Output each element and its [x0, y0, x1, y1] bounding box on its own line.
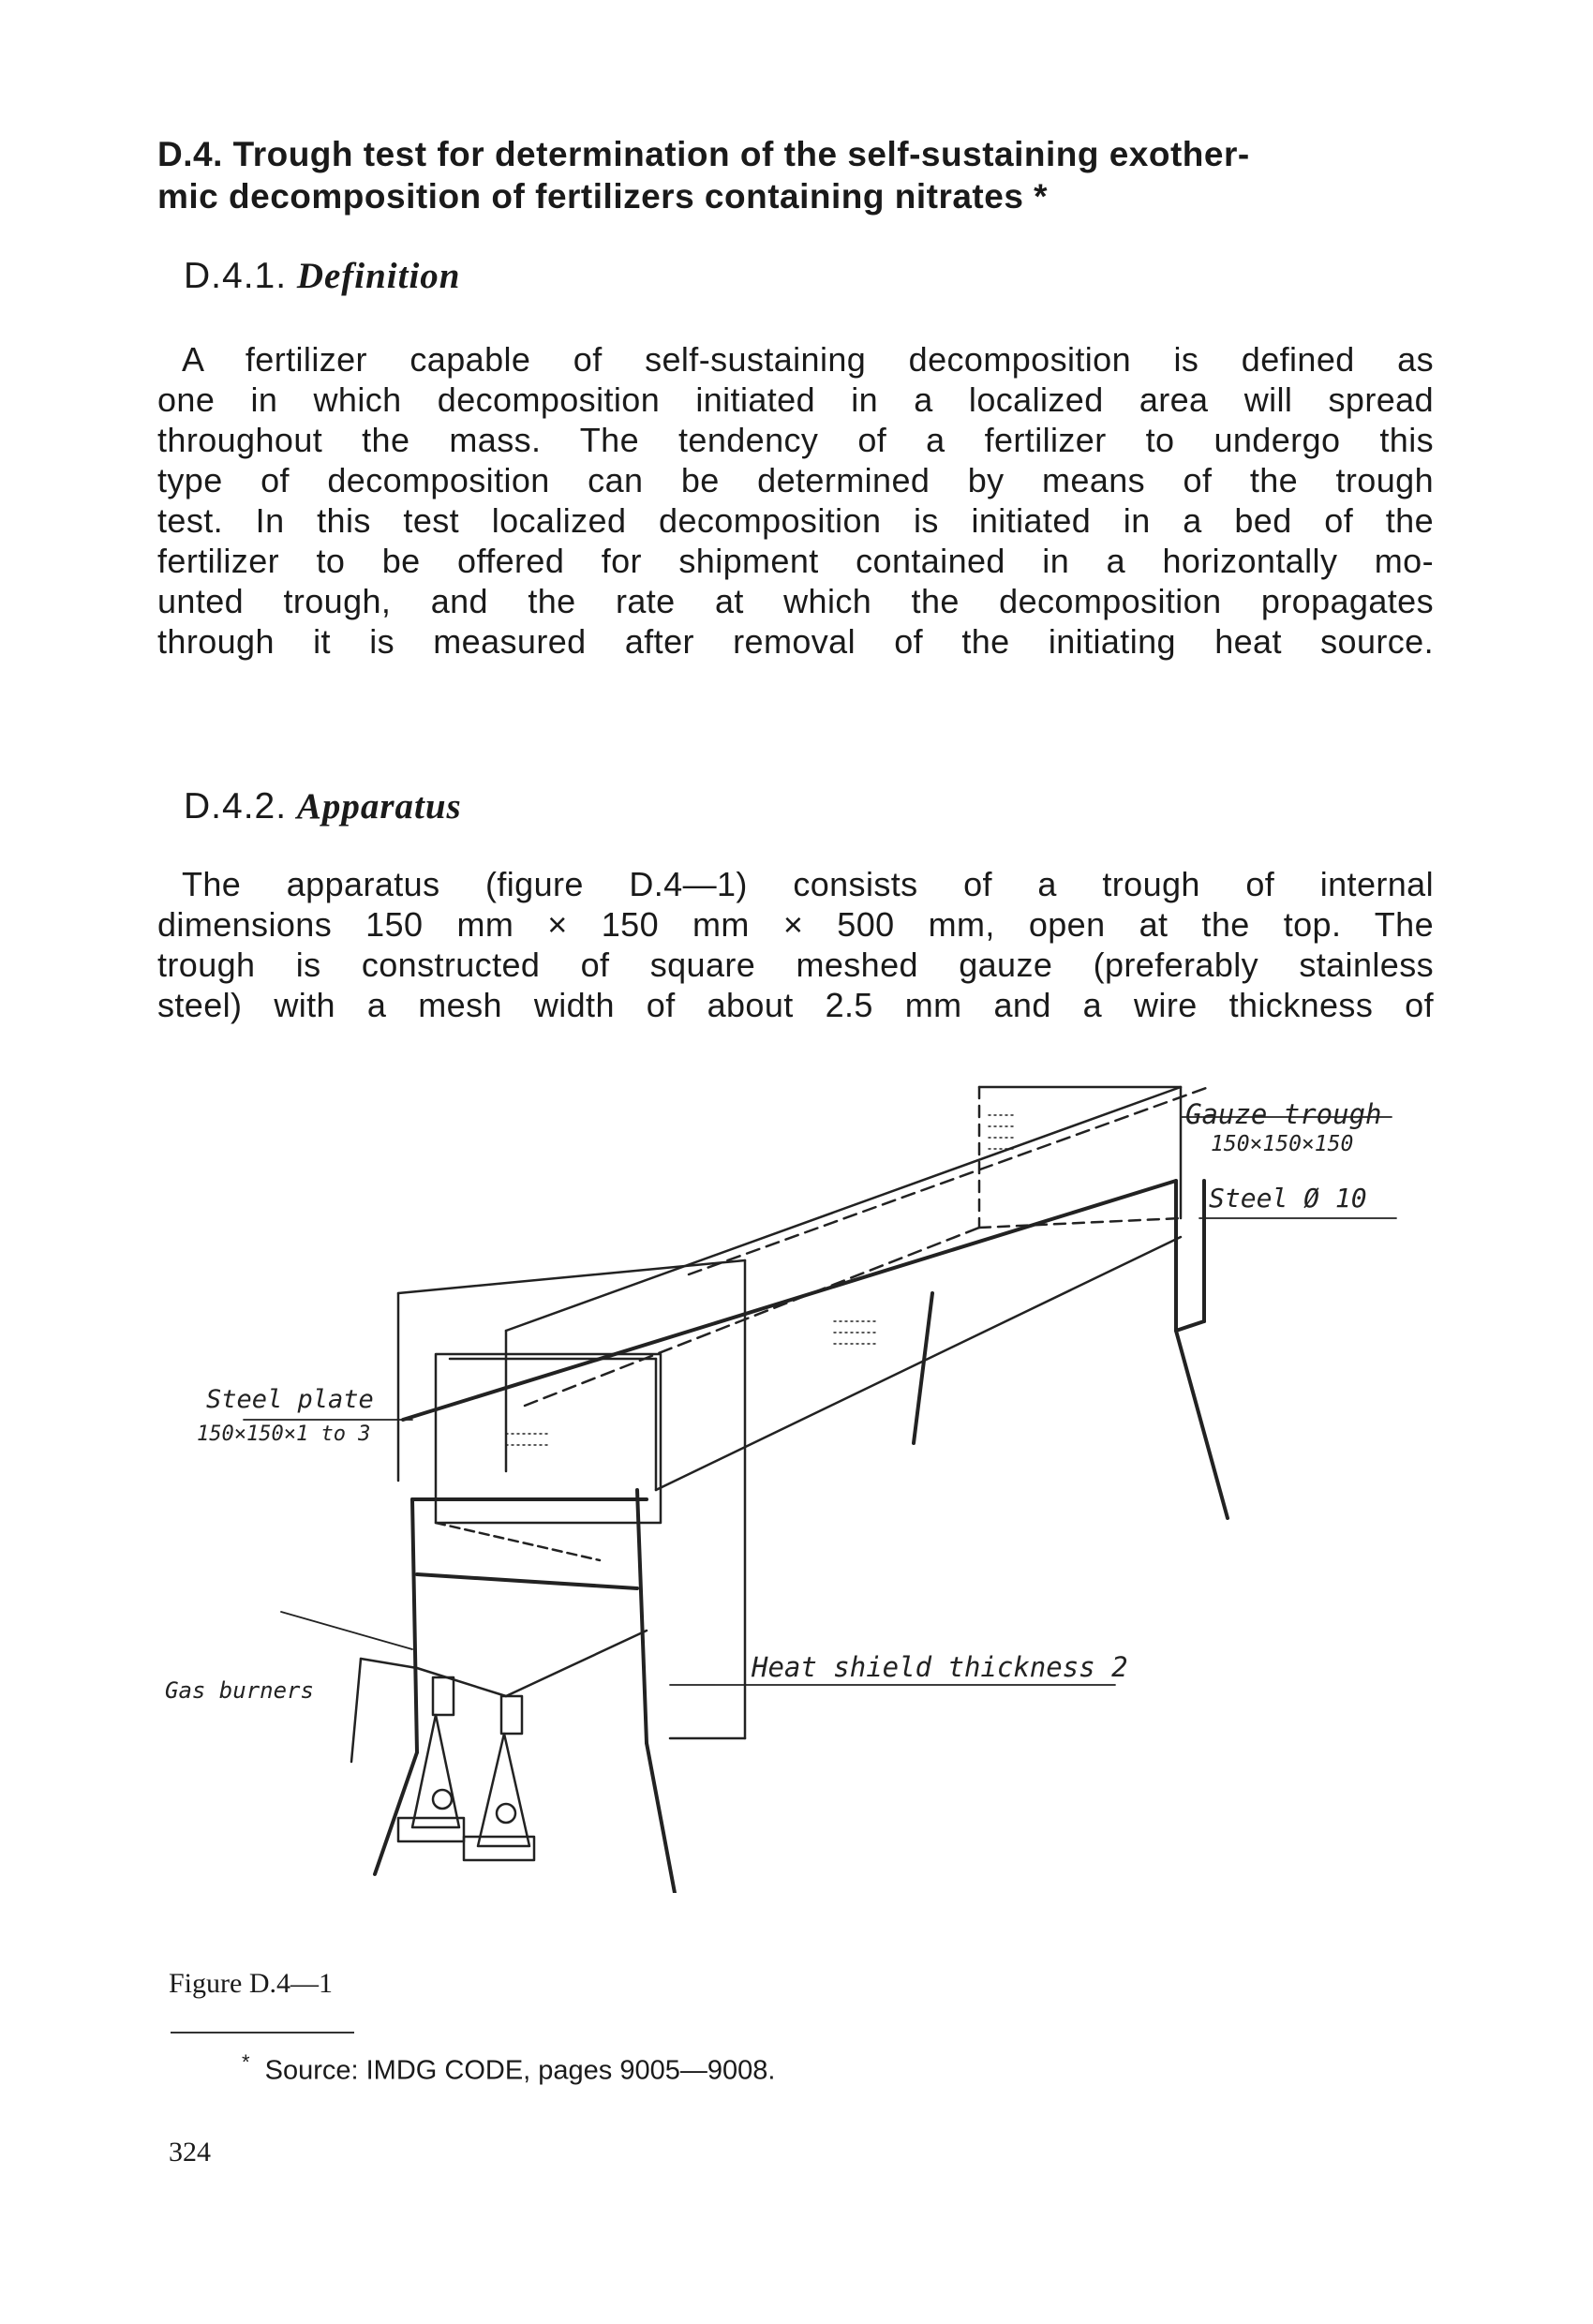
steel-plate	[436, 1354, 661, 1560]
footnote-rule	[171, 2032, 354, 2034]
definition-line: throughout the mass. The tendency of a fertilizer to undergo this	[157, 421, 1434, 459]
page-number: 324	[169, 2137, 211, 2168]
label-steel-plate-dims: 150×150×1 to 3	[197, 1423, 371, 1446]
section-title-line-1: D.4. Trough test for determination of the self-sustaining exother-	[157, 135, 1250, 173]
definition-line: A fertilizer capable of self-sustaining decomposition is defined as	[182, 340, 1434, 379]
apparatus-paragraph	[157, 864, 1434, 1025]
apparatus-heading	[184, 785, 462, 827]
apparatus-line: The apparatus (figure D.4—1) consists of a trough of internal	[182, 865, 1434, 903]
apparatus-line: trough is constructed of square meshed gauze (preferably stainless	[157, 946, 1434, 984]
definition-title: Definition	[296, 256, 461, 296]
apparatus-line: dimensions 150 mm × 150 mm × 500 mm, open at the top. The	[157, 905, 1434, 944]
footnote	[242, 2050, 775, 2087]
definition-paragraph	[157, 339, 1434, 662]
definition-line: one in which decomposition initiated in a localized area will spread	[157, 380, 1434, 419]
label-gauze-trough: Gauze trough	[1185, 1098, 1382, 1130]
apparatus-number: D.4.2.	[184, 786, 288, 827]
definition-line: test. In this test localized decomposition is initiated in a bed of the	[157, 501, 1434, 540]
label-steel-plate: Steel plate	[206, 1385, 374, 1414]
definition-heading	[184, 255, 461, 297]
footnote-text: Source: IMDG CODE, pages 9005—9008.	[264, 2055, 776, 2086]
definition-line: type of decomposition can be determined by means of the trough	[157, 461, 1434, 499]
definition-line: through it is measured after removal of the initiating heat source.	[157, 622, 1434, 661]
label-burners: Gas burners	[165, 1677, 314, 1704]
footnote-marker: *	[242, 2050, 250, 2074]
label-gauze-trough-dims: 150×150×150	[1211, 1132, 1354, 1156]
apparatus-title: Apparatus	[296, 786, 462, 827]
section-title	[157, 133, 1451, 217]
section-title-line-2: mic decomposition of fertilizers containing nitrates *	[157, 177, 1049, 216]
gas-burners	[351, 1631, 647, 1860]
trough-apparatus-figure	[0, 1050, 1593, 1893]
apparatus-line: steel) with a mesh width of about 2.5 mm and a wire thickness of	[157, 986, 1434, 1024]
figure-caption: Figure D.4—1	[169, 1968, 333, 1999]
definition-line: unted trough, and the rate at which the decomposition propagates	[157, 582, 1434, 620]
label-heat-shield: Heat shield thickness 2	[752, 1651, 1128, 1683]
steel-frame	[375, 1181, 1228, 1893]
label-steel: Steel Ø 10	[1209, 1183, 1367, 1214]
definition-number: D.4.1.	[184, 256, 288, 296]
definition-line: fertilizer to be offered for shipment contained in a horizontally mo-	[157, 542, 1434, 580]
